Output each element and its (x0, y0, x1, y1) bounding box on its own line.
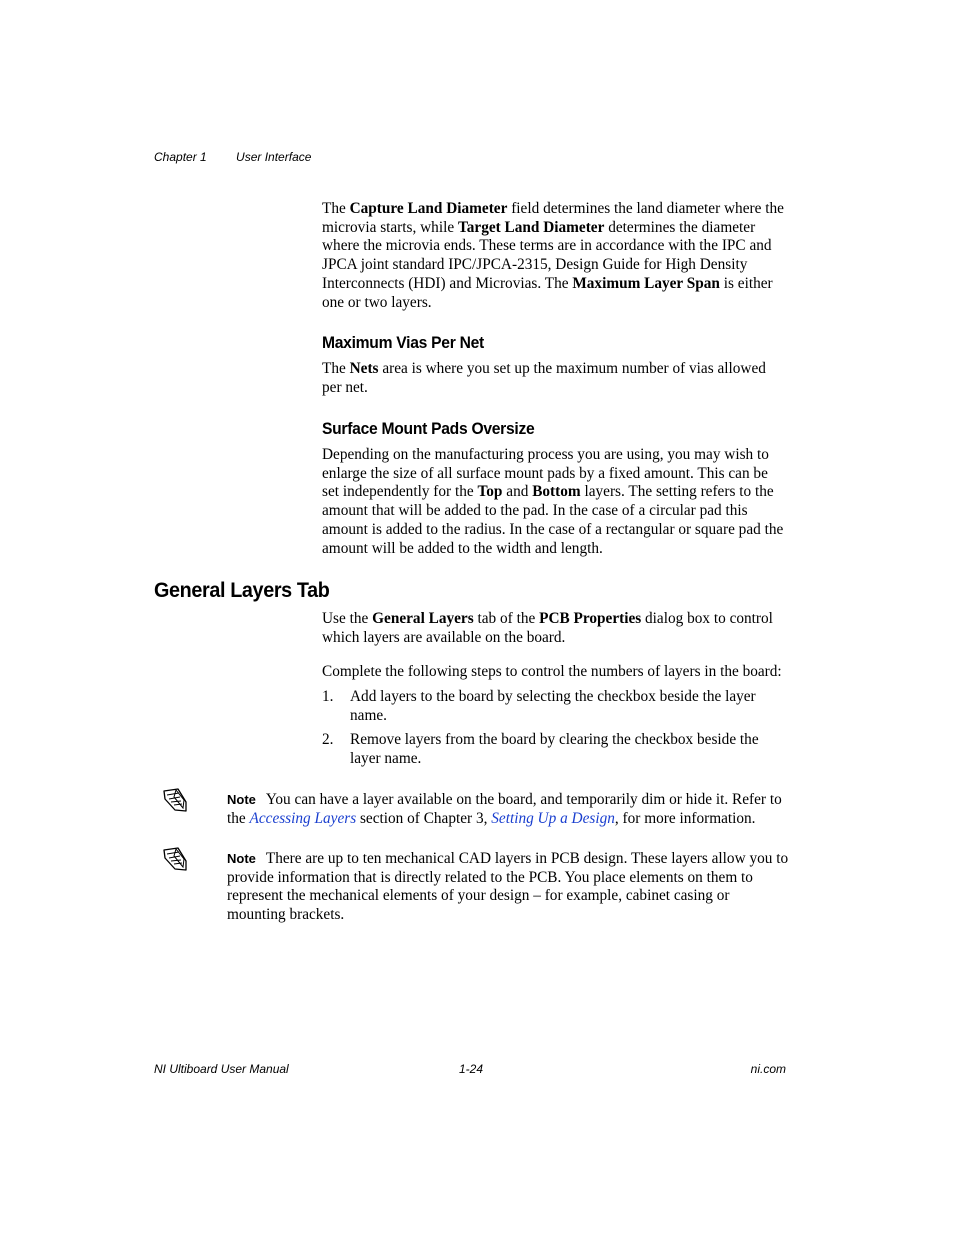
link-accessing-layers[interactable]: Accessing Layers (249, 809, 357, 827)
general-layers-paragraph (322, 610, 788, 647)
heading-maximum-vias: Maximum Vias Per Net (322, 333, 484, 352)
bold-term: Top (477, 483, 503, 501)
text: and (502, 483, 533, 501)
text: determines the diameter where the microvia ends. These terms are in accordance with the IPC and JPCA joint standard IPC/JPCA-2315, Design Guide for High Density Interconnects (HDI) and Microvias. The (322, 218, 772, 292)
intro-paragraph (322, 200, 788, 312)
footer-website: ni.com (750, 1062, 786, 1076)
bold-term: Nets (349, 360, 379, 377)
text: field determines the land diameter where the microvia starts, while (322, 200, 784, 236)
step-number: 1. (322, 688, 334, 705)
note-label: Note (227, 792, 256, 807)
bold-term: PCB Properties (539, 610, 642, 627)
text: There are up to ten mechanical CAD layers in PCB design. These layers allow you to provide information that is directly related to the PCB. You place elements on them to represent the mechanical elements of your design – for example, cabinet casing or mounting brackets. (227, 850, 789, 924)
text: is either one or two layers. (322, 274, 773, 311)
text: Depending on the manufacturing process you are using, you may wish to enlarge the size of all surface mount pads by a fixed amount. This can be set independently for the (322, 446, 769, 501)
text: tab of the (473, 610, 540, 627)
heading-general-layers-tab: General Layers Tab (154, 578, 330, 602)
footer-page-number: 1-24 (459, 1062, 484, 1076)
text: You can have a layer available on the board, and temporarily dim or hide it. Refer to the (227, 791, 782, 827)
header-chapter: Chapter 1 (154, 150, 207, 164)
page-footer (154, 1062, 786, 1078)
step-number: 2. (322, 731, 334, 748)
surface-mount-paragraph (322, 446, 788, 558)
step-text: Remove layers from the board by clearing the checkbox beside the layer name. (350, 731, 759, 767)
text: dialog box to control which layers are available on the board. (322, 610, 773, 646)
page-header (154, 150, 311, 164)
note-icon (162, 787, 188, 813)
text: section of Chapter 3, (356, 809, 492, 827)
text: , for more information. (614, 809, 756, 827)
note-paragraph (227, 791, 789, 828)
maximum-vias-paragraph (322, 360, 788, 397)
text: area is where you set up the maximum number of vias allowed per net. (322, 360, 766, 396)
note-paragraph (227, 850, 789, 925)
bold-term: Capture Land Diameter (349, 200, 508, 217)
bold-term: Bottom (532, 483, 581, 501)
link-setting-up-a-design[interactable]: Setting Up a Design (491, 809, 615, 827)
bold-term: Target Land Diameter (457, 218, 605, 236)
footer-manual-title: NI Ultiboard User Manual (154, 1062, 289, 1076)
text: The (322, 200, 350, 217)
bold-term: Maximum Layer Span (572, 274, 720, 292)
text: layers. The setting refers to the amount that will be added to the pad. In the case of a circular pad this amount is added to the radius. In the case of a rectangular or square pad the amount will be added to the width and length. (322, 483, 784, 557)
list-item (322, 731, 788, 768)
text: Use the (322, 610, 373, 627)
step-text: Add layers to the board by selecting the checkbox beside the layer name. (350, 688, 756, 724)
note-label: Note (227, 851, 256, 866)
list-item (322, 688, 788, 725)
bold-term: General Layers (372, 610, 474, 627)
note-icon (162, 846, 188, 872)
header-section: User Interface (236, 150, 312, 164)
steps-intro: Complete the following steps to control the numbers of layers in the board: (322, 663, 782, 680)
text: The (322, 360, 350, 377)
heading-surface-mount-pads: Surface Mount Pads Oversize (322, 419, 535, 438)
